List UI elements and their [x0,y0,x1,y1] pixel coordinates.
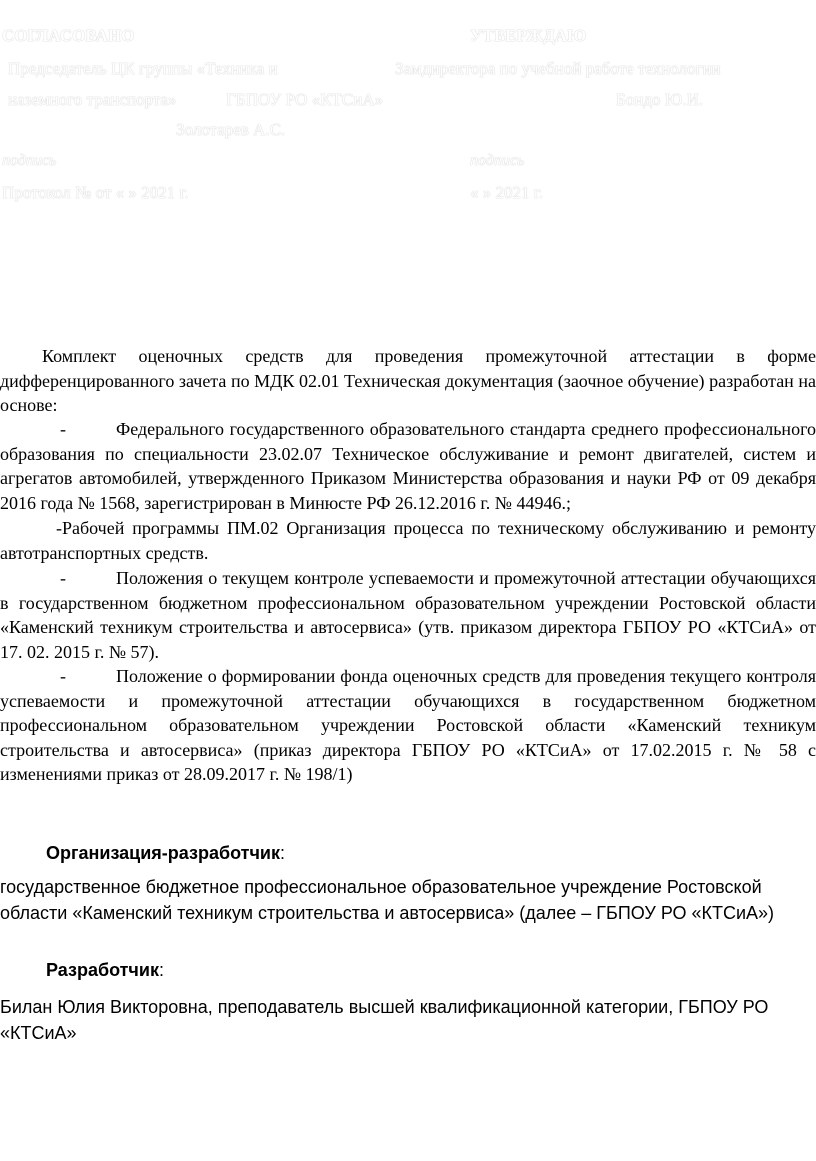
approval-right-line1: Замдиректора по учебной работе технологии [395,59,721,78]
developer-org-colon: : [279,843,285,863]
developer-colon: : [158,960,164,980]
list-item-fgos [0,417,816,515]
approval-left-org: ГБПОУ РО «КТСиА» [226,90,384,109]
list-item-regulation-control [0,566,816,664]
developer-org-text: государственное бюджетное профессиональное образовательное учреждение Ростовской области «Каменский техникум строительства и автосервиса» (далее – ГБПОУ РО «КТСиА») [0,877,775,923]
approval-right-name: Бондо Ю.И. [616,90,704,109]
approval-left-title: СОГЛАСОВАНО [2,26,135,45]
list-item-fgos-text: Федерального государственного образовательного стандарта среднего профессионального образования по специальности 23.02.07 Техническое обслуживание и ремонт двигателей, систем и агрегатов автомобилей, утвержденного Приказом Министерства образования и науки РФ от 09 декабря 2016 года № 1568, зарегистрирован в Минюсте РФ 26.12.2016 г. № 44946.; [0,419,816,513]
dash-marker: - [60,568,66,588]
approval-left-protocol: Протокол № от « » 2021 г. [2,183,189,202]
intro-paragraph: Комплект оценочных средств для проведения промежуточной аттестации в форме дифференцированного зачета по МДК 02.01 Техническая документация (заочное обучение) разработан на основе: [0,346,816,415]
dash-marker: - [60,666,66,686]
developer-text: Билан Юлия Викторовна, преподаватель высшей квалификационной категории, ГБПОУ РО «КТСиА» [0,997,769,1043]
approval-right-title: УТВЕРЖДАЮ [470,26,587,45]
approval-right-signature: подпись [470,152,525,169]
developer-org-label: Организация-разработчик [46,843,280,863]
developer-label: Разработчик [46,960,159,980]
list-item-program: -Рабочей программы ПМ.02 Организация процесса по техническому обслуживанию и ремонту автотранспортных средств. [0,518,816,563]
approval-left-line2: наземного транспорта» [8,90,177,109]
approval-right-date: « » 2021 г. [470,183,544,202]
list-item-regulation-fund-text: Положение о формировании фонда оценочных средств для проведения текущего контроля успеваемости и промежуточной аттестации обучающихся в государственном бюджетном профессиональном образовательном учреждении Ростовской области «Каменский техникум строительства и автосервиса» (приказ директора ГБПОУ РО «КТСиА» от 17.02.2015 г. № 58 с изменениями приказ от 28.09.2017 г. № 198/1) [0,666,816,784]
list-item-regulation-control-text: Положения о текущем контроле успеваемости и промежуточной аттестации обучающихся в государственном бюджетном профессиональном образовательном учреждении Ростовской области «Каменский техникум строительства и автосервиса» (утв. приказом директора ГБПОУ РО «КТСиА» от 17. 02. 2015 г. № 57). [0,568,816,662]
approval-left-name: Золотарев А.С. [176,120,286,139]
approval-left-signature: подпись [2,152,57,169]
approval-left-line1: Председатель ЦК группы «Техника и [8,59,278,78]
developer-org-heading [46,842,285,864]
developer-heading [46,959,164,981]
list-item-regulation-fund [0,664,816,787]
dash-marker: - [60,419,66,439]
